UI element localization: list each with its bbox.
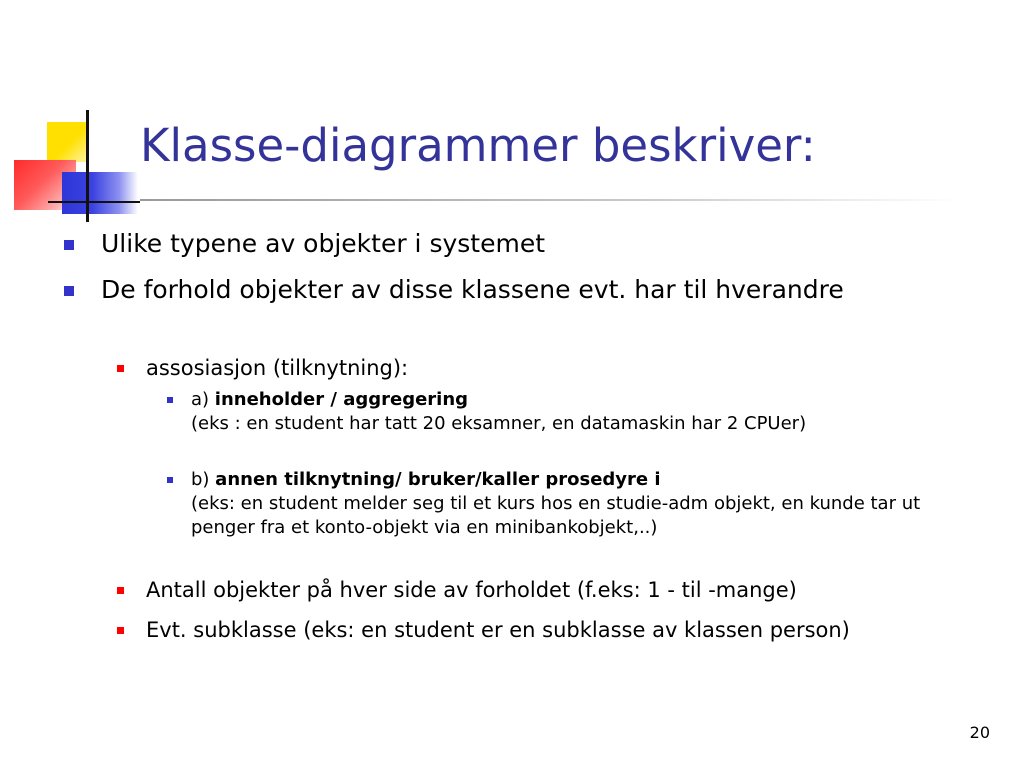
bullet-text: Ulike typene av objekter i systemet	[101, 229, 546, 258]
sub-sub-bullet-text	[191, 468, 951, 540]
sub-bullet-square-icon	[117, 365, 124, 372]
sub-bullet-square-icon	[117, 587, 124, 594]
bullet-text: De forhold objekter av disse klassene evt. har til hverandre	[101, 275, 844, 304]
sub-bullet-item	[146, 616, 906, 645]
bullet-square-icon	[64, 240, 74, 250]
bullet-item	[101, 274, 861, 306]
slide-logo-decoration	[0, 100, 150, 230]
sub-sub-bullet-detail: (eks: en student melder seg til et kurs hos en studie-adm objekt, en kunde tar ut penger fra et konto-objekt via en minibankobjekt,..)	[191, 493, 921, 538]
sub-sub-bullet-item	[191, 468, 951, 540]
sub-bullet-item	[146, 354, 946, 383]
sub-sub-bullet-bold-label: inneholder / aggregering	[214, 389, 469, 410]
sub-bullet-item	[146, 576, 946, 605]
bullet-square-icon	[64, 286, 74, 296]
sub-sub-bullet-detail: (eks : en student har tatt 20 eksamner, en datamaskin har 2 CPUer)	[191, 413, 807, 434]
sub-sub-bullet-square-icon	[167, 477, 173, 483]
sub-sub-bullet-prefix: b)	[191, 469, 216, 490]
sub-sub-bullet-prefix: a)	[191, 389, 215, 410]
sub-bullet-text: Antall objekter på hver side av forholdet (f.eks: 1 - til -mange)	[146, 578, 797, 602]
sub-sub-bullet-square-icon	[167, 397, 173, 403]
logo-yellow-square	[47, 122, 87, 162]
logo-vertical-line	[86, 110, 89, 222]
sub-bullet-text: assosiasjon (tilknytning):	[146, 356, 409, 380]
bullet-item	[101, 228, 861, 260]
logo-blue-square	[62, 172, 138, 214]
sub-bullet-square-icon	[117, 627, 124, 634]
sub-sub-bullet-text	[191, 388, 951, 436]
sub-bullet-text: Evt. subklasse (eks: en student er en subklasse av klassen person)	[146, 618, 850, 642]
logo-horizontal-line	[48, 201, 140, 203]
sub-sub-bullet-item	[191, 388, 951, 436]
sub-sub-bullet-bold-label: annen tilknytning/ bruker/kaller prosedyre i	[215, 469, 661, 490]
title-divider	[140, 199, 960, 201]
page-number: 20	[969, 723, 990, 742]
slide-title: Klasse-diagrammer beskriver:	[140, 119, 816, 172]
